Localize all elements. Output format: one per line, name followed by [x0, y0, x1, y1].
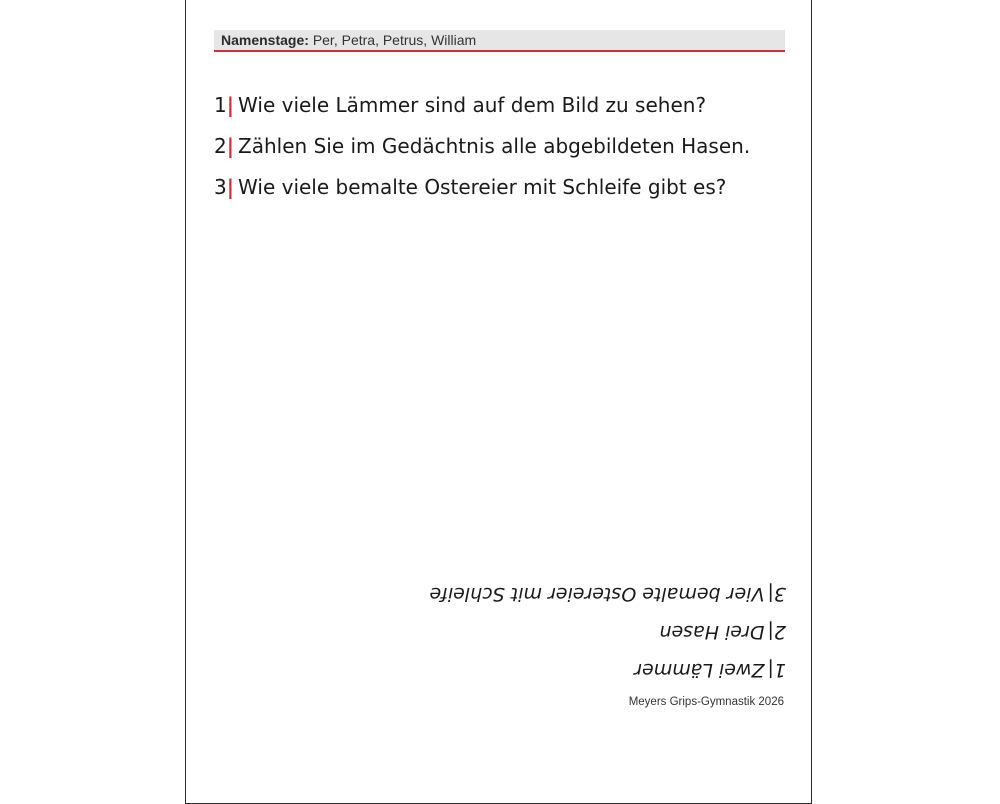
nameday-names: Per, Petra, Petrus, William	[312, 32, 477, 48]
answer-block-upside-down	[214, 575, 786, 685]
question-list	[214, 89, 794, 212]
answer-item	[214, 571, 786, 609]
question-item	[214, 171, 794, 212]
question-number: 3	[214, 175, 227, 199]
answer-number: 1	[773, 659, 786, 681]
nameday-bar	[214, 30, 785, 52]
question-number: 2	[214, 134, 227, 158]
nameday-label: Namenstage:	[221, 32, 309, 48]
question-item	[214, 130, 794, 171]
question-text: Wie viele Lämmer sind auf dem Bild zu sehen?	[238, 93, 707, 117]
question-separator: |	[226, 175, 235, 199]
answer-number: 2	[773, 621, 786, 643]
answer-text: Vier bemalte Ostereier mit Schleife	[429, 583, 765, 605]
calendar-page	[185, 0, 812, 804]
publisher-footer: Meyers Grips-Gymnastik 2026	[628, 696, 784, 708]
answer-item	[214, 609, 786, 647]
question-item	[214, 89, 794, 130]
question-separator: |	[226, 93, 235, 117]
question-separator: |	[226, 134, 235, 158]
question-number: 1	[214, 93, 227, 117]
answer-list	[214, 571, 786, 685]
answer-separator: |	[767, 621, 774, 643]
answer-separator: |	[767, 583, 774, 605]
answer-number: 3	[773, 583, 786, 605]
question-text: Wie viele bemalte Ostereier mit Schleife gibt es?	[238, 175, 727, 199]
answer-separator: |	[767, 659, 774, 681]
answer-text: Zwei Lämmer	[634, 659, 765, 681]
answer-item	[214, 647, 786, 685]
question-text: Zählen Sie im Gedächtnis alle abgebildeten Hasen.	[238, 134, 751, 158]
answer-text: Drei Hasen	[659, 621, 765, 643]
